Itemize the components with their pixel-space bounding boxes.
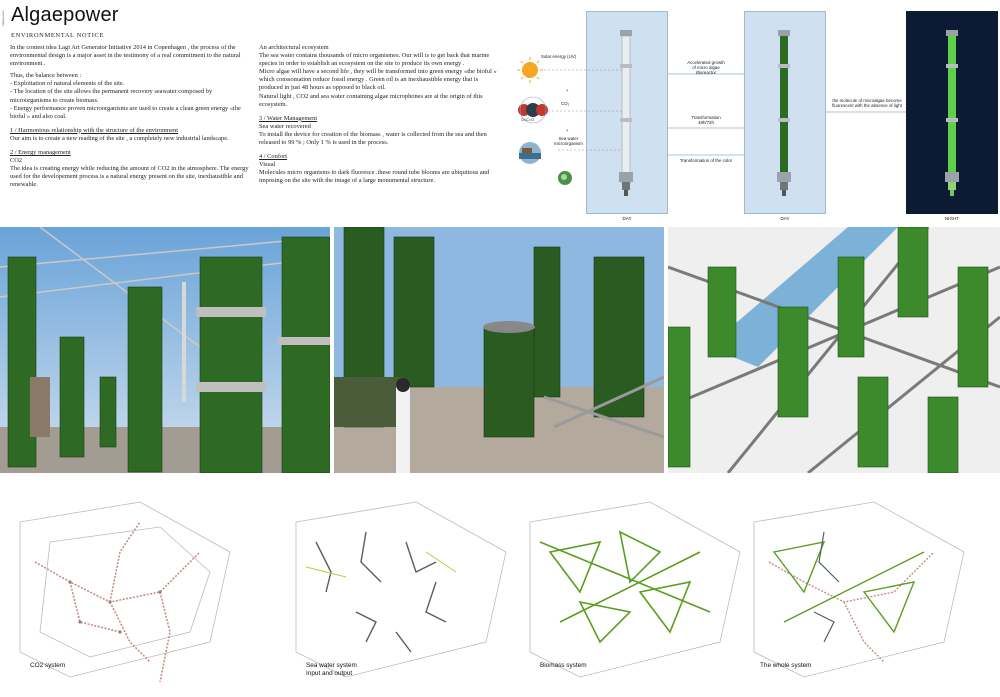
- plan-label-sea-water: Sea water system Input and output: [306, 662, 357, 677]
- side-tag: Algaepower: [1, 10, 5, 26]
- panel-label-night: NIGHT: [944, 216, 960, 221]
- intro-text: In the contest idea Lagi Art Generator Initiative 2014 in Copenhagen , the process of the environmental design is a major asset in the testimony of a real commitment to the natural environment .: [10, 44, 241, 68]
- section-3-heading: 3 / Water Management: [259, 114, 318, 122]
- molecule-formula: O=C=O: [521, 118, 535, 122]
- microorganism-icon: [558, 171, 572, 185]
- process-diagram: [508, 8, 1000, 224]
- section-2-text: The idea is creating energy while reducing the amount of CO2 in the atmosphere. The energy used for the developement process is a natural energy present on the site, inexhaustible and renewable.: [10, 165, 249, 189]
- panel-label-day-1: DAY: [622, 216, 632, 221]
- plan-label-co2: CO2 system: [30, 662, 66, 669]
- diagram-graphics: [508, 8, 1000, 224]
- section-3-text: To install the device for creation of the biomass , water is collected from the sea and then released to 99 % ; Only 1 % is used in the process.: [259, 130, 487, 147]
- step-color-transformation: Transformation of the color: [679, 158, 733, 163]
- text-column-2: [259, 44, 499, 186]
- section-4-subheading: Visual: [259, 161, 276, 169]
- sea-water-photo-icon: [519, 142, 541, 164]
- page-title: Algaepower: [11, 4, 119, 26]
- section-3-subheading: Sea water recovered: [259, 122, 311, 130]
- step-transformation: Transformation 48h/72h: [691, 115, 721, 125]
- text-column-1: [10, 44, 250, 190]
- bioreactor-tube-fluorescent: [945, 30, 959, 196]
- render-photo-plaza: [0, 227, 330, 473]
- page-subtitle: ENVIRONMENTAL NOTICE: [11, 32, 105, 39]
- plan-label-biomass: Biomass system: [540, 662, 587, 669]
- bioreactor-tube-algae: [777, 30, 791, 196]
- ecosystem-heading: An architectural ecosystem: [259, 44, 329, 51]
- panel-label-day-2: DAY: [780, 216, 790, 221]
- balance-line-3: - The location of the site allows the permanent recovery seawater composed by microorganisms to create biomass.: [10, 88, 213, 104]
- plan-biomass-system: [520, 482, 748, 694]
- step-fluorescence: the molecule of microalgae become fluorescent with the absence of light: [832, 98, 902, 108]
- section-1-heading: 1 / Harmonious relationship with the structure of the environment: [10, 126, 179, 134]
- ecosystem-text-3: Natural light , CO2 and sea water containing algae microphones are at the origin of this ecosystem.: [259, 92, 483, 108]
- section-4-text: Molecules micro organisms to dark fluoresce .these round tube blooms are ubiquitous and imposing on the site with the image of a large monumental structure.: [259, 169, 490, 185]
- plan-sea-water-system: [286, 482, 514, 694]
- sun-icon: [517, 57, 543, 83]
- render-photo-street: [334, 227, 664, 473]
- balance-line-4: - Energy performance proven microorganisms are used to create a clean green energy «the bioful » and also coal.: [10, 104, 241, 120]
- ecosystem-text-1: The sea water contains thousands of micro organismes. Our will is to get back that marine species in order to establish an ecosystem on the site to produce its own energy .: [259, 52, 490, 68]
- balance-line-1: Thus, the balance between :: [10, 72, 82, 80]
- plan-co2-system: [10, 482, 238, 694]
- render-photo-aerial: [668, 227, 1000, 473]
- section-4-heading: 4 / Confort: [259, 153, 288, 161]
- balance-line-2: - Exploitation of natural elements of the site.: [10, 80, 125, 88]
- step-accelerated-growth: Accelerated growth of micro algae Bioreactor: [687, 60, 725, 75]
- plan-label-whole: The whole system: [760, 662, 812, 669]
- co2-label: CO₂: [561, 101, 570, 106]
- solar-energy-label: Solar energy (UV): [541, 54, 577, 59]
- bioreactor-tube-empty: [619, 30, 633, 196]
- section-2-subheading: CO2: [10, 157, 23, 165]
- section-1-text: Our aim is to create a new reading of the site , a completely new industrial landscape.: [10, 134, 229, 142]
- sea-water-label: Sea water microorganism: [554, 136, 583, 146]
- section-2-heading: 2 / Energy management: [10, 149, 71, 157]
- plan-whole-system: [744, 482, 972, 694]
- plus-sign-1: +: [566, 88, 569, 93]
- plus-sign-2: +: [566, 128, 569, 133]
- ecosystem-text-2: Micro algae will have a second life , they will be transformed into green energy «the bioful » which conssomation reduce fossil energy . Green oil is an inexhaustible energy that is produced in just 48 hours as opposed to black oil.: [259, 68, 497, 92]
